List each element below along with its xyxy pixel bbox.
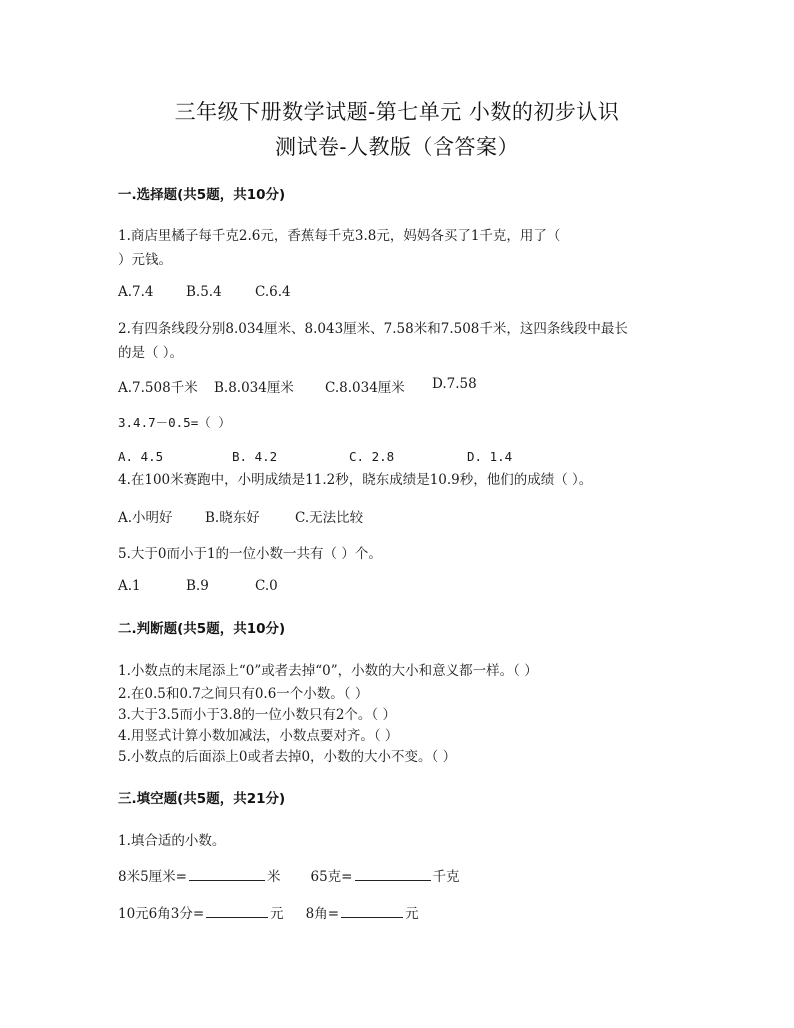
question-2-text: 2.有四条线段分别8.034厘米、8.043厘米、7.58米和7.508千米，这四条线段中最长 [118,321,628,337]
judgement-item-1: 1.小数点的末尾添上“0”或者去掉“0”，小数的大小和意义都一样。（ ） [118,663,538,679]
option-c: C.无法比较 [295,510,364,526]
fill-item-label: 65克= [310,869,353,885]
option-b: B.8.034厘米 [214,380,294,396]
judgement-item-4: 4.用竖式计算小数加减法，小数点要对齐。（ ） [118,728,399,744]
fill-item-label: 8角= [305,906,340,922]
section-heading-judgement: 二.判断题(共5题，共10分) [118,621,286,637]
option-b: B.晓东好 [205,510,260,526]
answer-blank[interactable] [206,905,268,918]
judgement-item-3: 3.大于3.5而小于3.8的一位小数只有2个。（ ） [118,707,396,723]
option-a: A.7.508千米 [118,380,198,396]
fill-item-unit: 元 [270,906,284,922]
question-1-text: 1.商店里橘子每千克2.6元，香蕉每千克3.8元，妈妈各买了1千克，用了（ [118,228,561,244]
fill-item-unit: 米 [267,869,281,885]
option-b: B. 4.2 [232,449,278,464]
option-a: A.小明好 [118,510,173,526]
fill-item-unit: 元 [405,906,419,922]
answer-blank[interactable] [355,868,431,881]
page-title-line2: 测试卷-人教版（含答案） [274,135,520,159]
option-d: D. 1.4 [467,449,513,464]
section-heading-fill-in: 三.填空题(共5题，共21分) [118,791,286,807]
fill-item-label: 8米5厘米= [118,869,187,885]
question-1-text-cont: ）元钱。 [118,252,172,268]
option-a: A. 4.5 [118,449,164,464]
judgement-item-2: 2.在0.5和0.7之间只有0.6一个小数。（ ） [118,686,369,702]
question-4-text: 4.在100米赛跑中，小明成绩是11.2秒，晓东成绩是10.9秒，他们的成绩（ ）。 [118,472,593,488]
fill-item-label: 10元6角3分= [118,906,205,922]
option-d: D.7.58 [432,376,477,392]
question-3-text: 3.4.7－0.5=（ ） [118,415,231,430]
fill-row-2 [118,902,419,922]
judgement-item-5: 5.小数点的后面添上0或者去掉0，小数的大小不变。（ ） [118,749,457,765]
fill-question-1-text: 1.填合适的小数。 [118,833,226,849]
option-c: C.0 [255,578,278,594]
option-c: C.8.034厘米 [325,380,405,396]
option-b: B.5.4 [186,284,222,300]
fill-row-1 [118,865,460,885]
option-a: A.7.4 [118,284,154,300]
page-title-line1: 三年级下册数学试题-第七单元 小数的初步认识 [174,100,620,124]
answer-blank[interactable] [189,868,265,881]
question-2-text-cont: 的是（ ）。 [118,345,184,361]
fill-item-unit: 千克 [432,869,460,885]
answer-blank[interactable] [341,905,403,918]
option-a: A.1 [118,578,141,594]
question-5-text: 5.大于0而小于1的一位小数一共有（ ）个。 [118,546,382,562]
option-b: B.9 [186,578,209,594]
option-c: C. 2.8 [349,449,395,464]
section-heading-choice: 一.选择题(共5题，共10分) [118,187,286,203]
option-c: C.6.4 [255,284,291,300]
